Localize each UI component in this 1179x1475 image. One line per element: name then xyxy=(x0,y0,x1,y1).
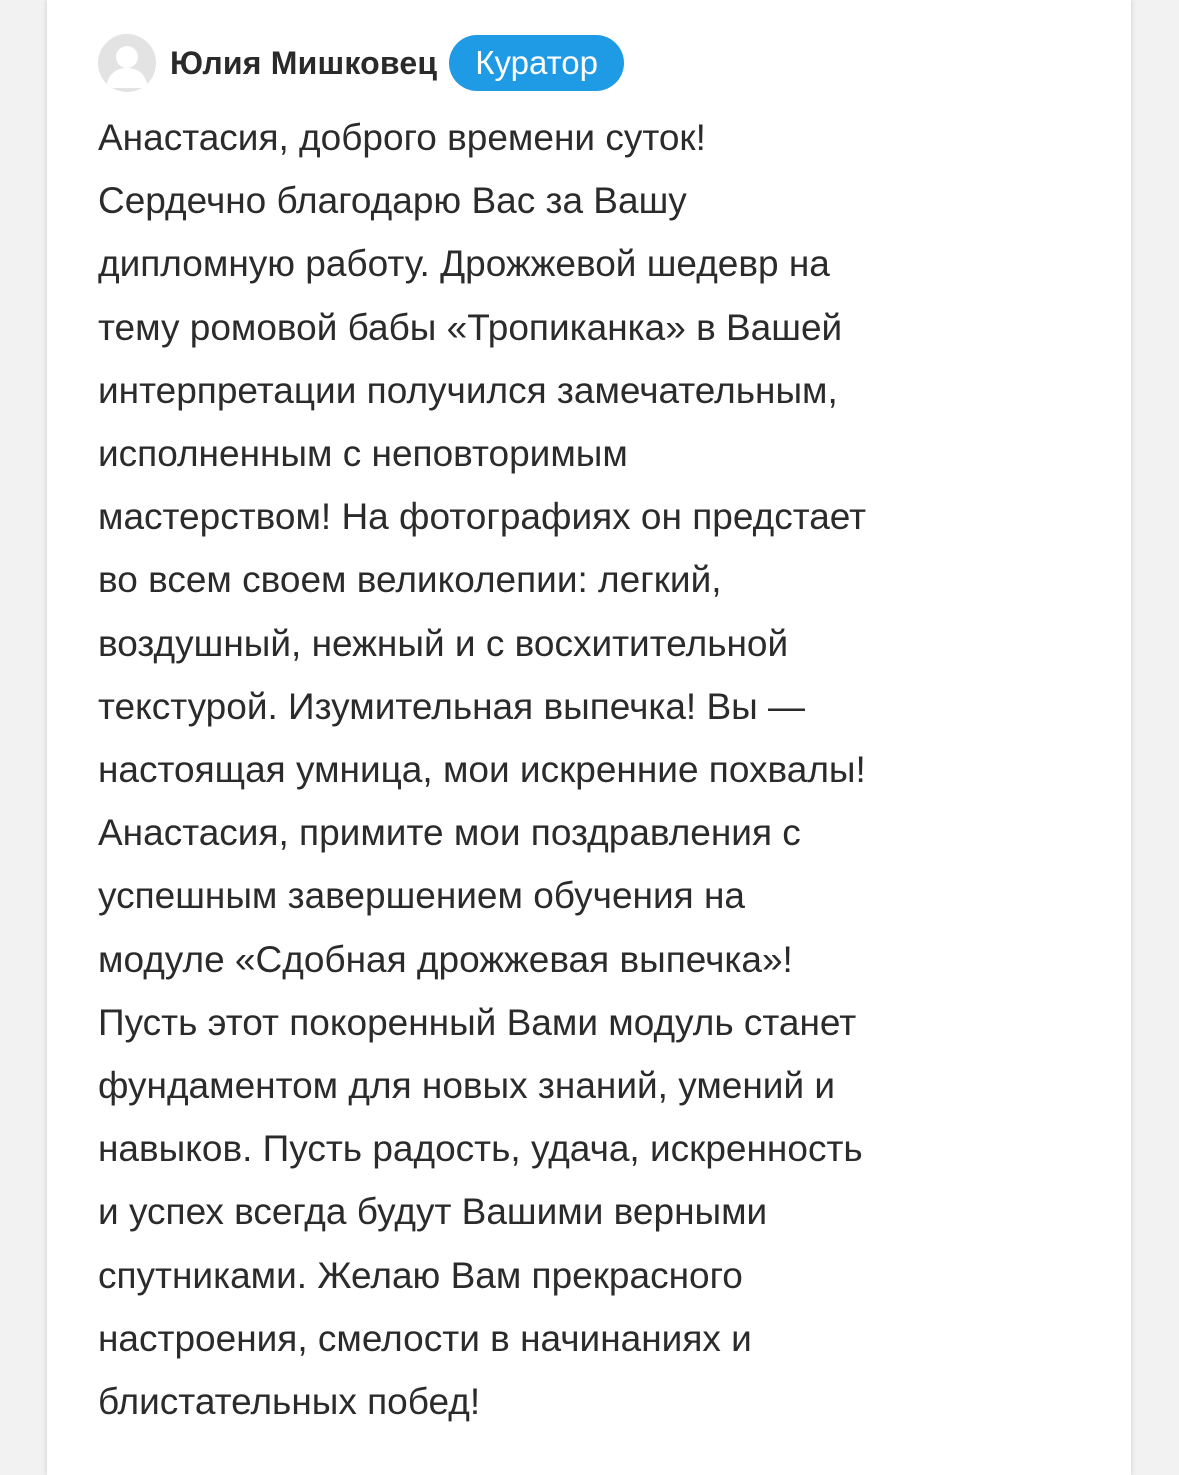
author-name[interactable]: Юлия Мишковец xyxy=(170,44,438,81)
role-badge: Куратор xyxy=(449,35,624,91)
author-avatar[interactable] xyxy=(98,34,156,92)
user-avatar-icon xyxy=(98,34,156,92)
comment-header xyxy=(98,34,624,92)
comment-text: Анастасия, доброго времени суток! Сердечно благодарю Вас за Вашу дипломную работу. Дрожжевой шедевр на тему ромовой бабы «Тропиканка» в Вашей интерпретации получился замечательным, исполненным с неповторимым мастерством! На фотографиях он предстает во всем своем великолепии: легкий, воздушный, нежный и с восхитительной текстурой. Изумительная выпечка! Вы — настоящая умница, мои искренние похвалы! Анастасия, примите мои поздравления с успешным завершением обучения на модуле «Сдобная дрожжевая выпечка»! Пусть этот покоренный Вами модуль станет фундаментом для новых знаний, умений и навыков. Пусть радость, удача, искренность и успех всегда будут Вашими верными спутниками. Желаю Вам прекрасного настроения, смелости в начинаниях и блистательных побед! xyxy=(98,117,867,1423)
